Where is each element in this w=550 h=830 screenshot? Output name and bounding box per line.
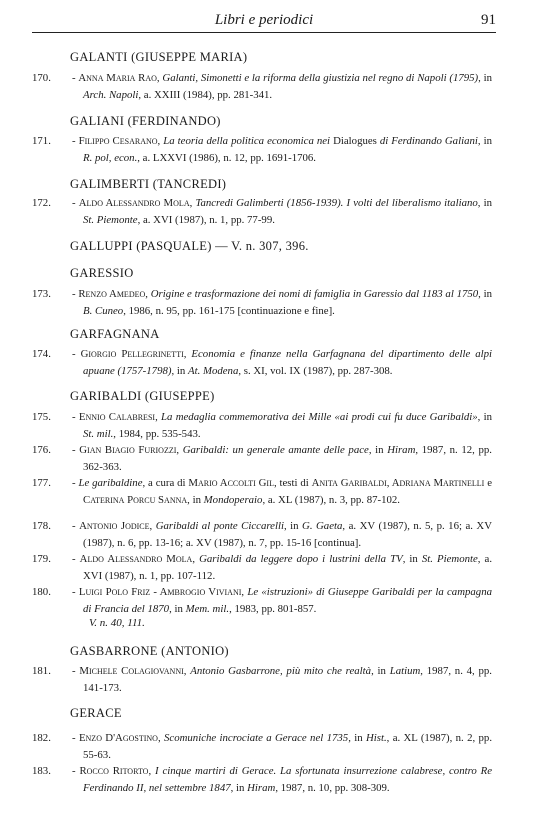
citation-text: , bbox=[156, 72, 163, 84]
entry bbox=[32, 70, 492, 104]
citation-text: , 1987, n. 4, pp. 141-173. bbox=[83, 665, 493, 694]
citation-text: , bbox=[145, 288, 151, 300]
section-heading: GALLUPPI (PASQUALE) — V. n. 307, 396. bbox=[70, 239, 309, 253]
citation-text: , in bbox=[171, 365, 188, 377]
author-name: Filippo Cesarano bbox=[78, 135, 158, 147]
entry-text bbox=[72, 409, 492, 443]
author-name: Luigi Polo Friz - Ambrogio Viviani bbox=[78, 586, 242, 598]
citation-text: , bbox=[189, 197, 196, 209]
entry-text bbox=[72, 286, 492, 320]
citation-text: , s. XI, vol. IX (1987), pp. 287-308. bbox=[238, 365, 393, 377]
citation-text: , a cura di bbox=[142, 477, 189, 489]
entry-number: 181. bbox=[32, 665, 51, 677]
running-title: Libri e periodici bbox=[214, 12, 314, 28]
title-text: Arch. Napoli bbox=[83, 89, 139, 101]
citation-text: , bbox=[241, 586, 248, 598]
citation-text: , bbox=[192, 553, 200, 565]
author-name: Giorgio Pellegrinetti bbox=[80, 348, 184, 360]
citation-text: , in bbox=[283, 520, 303, 532]
entry-text bbox=[72, 730, 492, 764]
citation-text: , in bbox=[368, 444, 388, 456]
entry-number: 176. bbox=[32, 444, 51, 456]
citation-text: , 1986, n. 95, pp. 161-175 [continuazione e fine]. bbox=[123, 305, 335, 317]
citation-text: , a. XV (1987), n. 5, p. 16; a. XV (1987), n. 6, pp. 13-16; a. XV (1987), n. 7, pp. 15-16 [continua]. bbox=[83, 520, 493, 549]
title-text: Latium bbox=[389, 665, 421, 677]
entry-number: 174. bbox=[32, 348, 51, 360]
entry bbox=[32, 730, 492, 764]
citation-text: , in bbox=[478, 72, 492, 84]
entry-text bbox=[72, 70, 492, 104]
section-heading: GALIMBERTI (TANCREDI) bbox=[70, 177, 227, 191]
entry-number: 180. bbox=[32, 586, 51, 598]
title-text: Mem. mil. bbox=[185, 603, 230, 615]
author-name: Mario Accolti Gil bbox=[188, 477, 274, 489]
title-text: Le «istruzioni» di Giuseppe Garibaldi per la campagna di Francia del 1870 bbox=[83, 586, 492, 615]
entry-text bbox=[72, 475, 492, 509]
author-name: Renzo Amedeo bbox=[78, 288, 146, 300]
entry bbox=[32, 663, 492, 697]
section-heading: GALANTI (GIUSEPPE MARIA) bbox=[70, 50, 248, 64]
title-text: Galanti, Simonetti e la riforma della giustizia nel regno di Napoli (1795) bbox=[162, 72, 479, 84]
entry bbox=[32, 409, 492, 443]
title-text: La medaglia commemorativa dei Mille «ai prodi cui fu duce Garibaldi» bbox=[161, 411, 478, 423]
citation-text: , a. XVI (1987), n. 1, pp. 77-99. bbox=[137, 214, 275, 226]
citation-text: , bbox=[149, 520, 156, 532]
author-name: Anna Maria Rao bbox=[78, 72, 157, 84]
citation-text: - bbox=[72, 520, 80, 532]
entry-number: 178. bbox=[32, 520, 51, 532]
citation-text: - bbox=[72, 765, 80, 777]
author-name: Enzo D'Agostino bbox=[78, 732, 158, 744]
title-text: Garibaldi: un generale amante delle pace bbox=[182, 444, 369, 456]
entry-number: 173. bbox=[32, 288, 51, 300]
author-name: Ennio Calabresi bbox=[78, 411, 156, 423]
citation-text: , 1987, n. 12, pp. 362-363. bbox=[83, 444, 493, 473]
section-heading: GARFAGNANA bbox=[70, 327, 160, 341]
entry-text bbox=[72, 663, 492, 697]
author-name: Caterina Porcu Sanna bbox=[83, 494, 188, 506]
citation-text: , bbox=[183, 348, 192, 360]
title-text: B. Cuneo bbox=[83, 305, 124, 317]
citation-text: , in bbox=[371, 665, 390, 677]
entry-number: 175. bbox=[32, 411, 51, 423]
citation-text: , in bbox=[477, 135, 493, 147]
entry bbox=[32, 584, 492, 618]
citation-text: - bbox=[72, 72, 79, 84]
entry-text bbox=[72, 346, 492, 380]
citation-text: , bbox=[157, 732, 165, 744]
title-text: G. Gaeta bbox=[302, 520, 343, 532]
author-name: Aldo Alessandro Mola bbox=[79, 553, 193, 565]
citation-text: - bbox=[72, 586, 79, 598]
title-text: St. Piemonte bbox=[83, 214, 138, 226]
title-text: Scomuniche incrociate a Gerace nel 1735 bbox=[164, 732, 349, 744]
section-heading: GARESSIO bbox=[70, 266, 134, 280]
entry-text bbox=[72, 551, 492, 585]
entry bbox=[32, 475, 492, 509]
entry bbox=[32, 442, 492, 476]
entry-number: 171. bbox=[32, 135, 51, 147]
title-text: St. Piemonte bbox=[421, 553, 478, 565]
cross-reference: V. n. 40, 111. bbox=[89, 617, 145, 629]
citation-text: - bbox=[72, 197, 79, 209]
citation-text: - bbox=[72, 553, 80, 565]
citation-text: , in bbox=[230, 782, 248, 794]
entry-text bbox=[72, 195, 492, 229]
title-text: At. Modena bbox=[187, 365, 239, 377]
section-heading: GALIANI (FERDINANDO) bbox=[70, 114, 221, 128]
entry-number: 179. bbox=[32, 553, 51, 565]
entry bbox=[32, 195, 492, 229]
title-text: Le garibaldine bbox=[78, 477, 143, 489]
citation-text: , bbox=[176, 444, 183, 456]
citation-text: , in bbox=[348, 732, 366, 744]
section-heading: GERACE bbox=[70, 706, 122, 720]
citation-text: , in bbox=[477, 411, 493, 423]
citation-text: - bbox=[72, 411, 79, 423]
citation-text: , in bbox=[169, 603, 186, 615]
entry bbox=[32, 346, 492, 380]
citation-text: - bbox=[72, 135, 79, 147]
citation-text: , a. XXIII (1984), pp. 281-341. bbox=[138, 89, 273, 101]
author-name: Anita Garibaldi, Adriana Martinelli bbox=[311, 477, 485, 489]
entry bbox=[32, 286, 492, 320]
citation-text: , a. XL (1987), n. 2, pp. 55-63. bbox=[83, 732, 493, 761]
title-text: R. pol, econ. bbox=[83, 152, 138, 164]
title-text: Hist. bbox=[365, 732, 387, 744]
entry-text bbox=[72, 518, 492, 552]
citation-text: , 1984, pp. 535-543. bbox=[113, 428, 201, 440]
entry-text bbox=[72, 133, 492, 167]
entry-number: 183. bbox=[32, 765, 51, 777]
author-name: Michele Colagiovanni bbox=[79, 665, 184, 677]
citation-text: , bbox=[157, 135, 164, 147]
citation-text: , 1983, pp. 801-857. bbox=[229, 603, 317, 615]
citation-text: Dialogues bbox=[330, 135, 380, 147]
citation-text: , testi di bbox=[273, 477, 312, 489]
title-text: Tancredi Galimberti (1856-1939). I volti del liberalismo italiano bbox=[195, 197, 478, 209]
title-text: La teoria della politica economica nei bbox=[163, 135, 331, 147]
title-text: St. mil. bbox=[83, 428, 114, 440]
entry-number: 170. bbox=[32, 72, 51, 84]
entry bbox=[32, 518, 492, 552]
entry-text bbox=[72, 442, 492, 476]
entry bbox=[32, 551, 492, 585]
title-text: Economia e finanze nella Garfagnana del dipartimento delle alpi apuane (1757-1798) bbox=[83, 348, 492, 377]
title-text: di Ferdinando Galiani bbox=[379, 135, 478, 147]
section-heading: GARIBALDI (GIUSEPPE) bbox=[70, 389, 215, 403]
citation-text: , in bbox=[478, 288, 493, 300]
citation-text: , a. XVI (1987), n. 1, pp. 107-112. bbox=[83, 553, 493, 582]
citation-text: e bbox=[484, 477, 492, 489]
author-name: Antonio Jodice bbox=[79, 520, 150, 532]
citation-text: , in bbox=[187, 494, 204, 506]
citation-text: - bbox=[72, 477, 79, 489]
citation-text: , a. LXXVI (1986), n. 12, pp. 1691-1706. bbox=[137, 152, 317, 164]
title-text: I cinque martiri di Gerace. La sfortunata insurrezione calabrese, contro Re Ferdinando II, nel settembre 1847 bbox=[83, 765, 493, 794]
citation-text: , 1987, n. 10, pp. 308-309. bbox=[275, 782, 390, 794]
title-text: Hiram bbox=[387, 444, 416, 456]
entry-number: 172. bbox=[32, 197, 51, 209]
title-text: Garibaldi da leggere dopo i lustrini della TV bbox=[199, 553, 403, 565]
author-name: Gian Biagio Furiozzi bbox=[79, 444, 177, 456]
author-name: Rocco Ritorto bbox=[79, 765, 149, 777]
citation-text: , bbox=[148, 765, 156, 777]
title-text: Antonio Gasbarrone, più mito che realtà bbox=[190, 665, 372, 677]
citation-text: - bbox=[72, 444, 80, 456]
entry-number: 177. bbox=[32, 477, 51, 489]
title-text: Garibaldi al ponte Ciccarelli bbox=[155, 520, 284, 532]
citation-text: , bbox=[183, 665, 191, 677]
citation-text: , in bbox=[477, 197, 493, 209]
entry-number: 182. bbox=[32, 732, 51, 744]
section-heading: GASBARRONE (ANTONIO) bbox=[70, 644, 229, 658]
title-text: Hiram bbox=[247, 782, 276, 794]
page-number: 91 bbox=[481, 12, 496, 28]
title-text: Origine e trasformazione dei nomi di famiglia in Garessio dal 1183 al 1750 bbox=[150, 288, 479, 300]
entry-text bbox=[72, 763, 492, 797]
title-text: Mondoperaio bbox=[203, 494, 263, 506]
citation-text: - bbox=[72, 288, 79, 300]
citation-text: - bbox=[72, 732, 79, 744]
citation-text: , a. XL (1987), n. 3, pp. 87-102. bbox=[262, 494, 400, 506]
entry bbox=[32, 763, 492, 797]
citation-text: , in bbox=[402, 553, 422, 565]
entry-text bbox=[72, 584, 492, 618]
author-name: Aldo Alessandro Mola bbox=[78, 197, 190, 209]
citation-text: - bbox=[72, 665, 80, 677]
entry bbox=[32, 133, 492, 167]
citation-text: , bbox=[155, 411, 162, 423]
citation-text: - bbox=[72, 348, 81, 360]
